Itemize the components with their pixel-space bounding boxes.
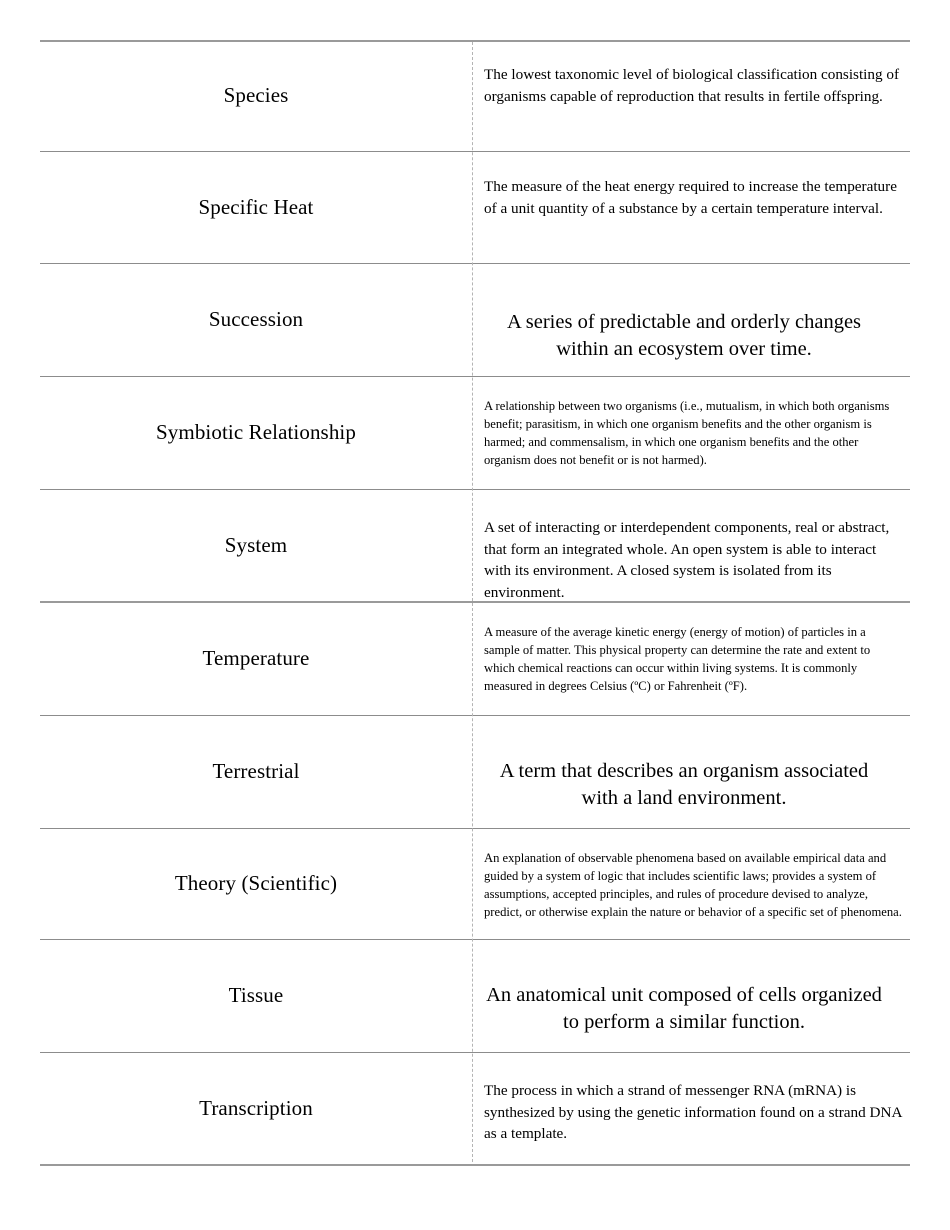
definition-text: A relationship between two organisms (i.e., mutualism, in which both organisms benefit; parasitism, in which one organism benefits and the other organism is harmed; and commensalism, in which one organism benefits and the other organism does not benefit or is not harmed). xyxy=(484,399,890,467)
definition-cell xyxy=(472,829,910,939)
definition-text: A set of interacting or interdependent components, real or abstract, that form an integrated whole. An open system is able to interact with its environment. A closed system is isolated from its environment. xyxy=(484,519,890,601)
term-label: Specific Heat xyxy=(198,194,314,219)
table-row xyxy=(40,264,910,377)
definition-text: A measure of the average kinetic energy (energy of motion) of particles in a sample of matter. This physical property can determine the rate and extent to which chemical reactions can occur within living systems. It is commonly measured in degrees Celsius (ºC) or Fahrenheit (ºF). xyxy=(484,625,871,693)
term-cell xyxy=(40,40,472,151)
table-bottom-rule xyxy=(40,1164,910,1166)
term-label: Terrestrial xyxy=(212,759,300,784)
glossary-table xyxy=(40,40,910,1165)
definition-text: The lowest taxonomic level of biological classification consisting of organisms capable of reproduction that results in fertile offspring. xyxy=(484,66,900,105)
definition-text: A term that describes an organism associated with a land environment. xyxy=(499,760,869,810)
term-cell xyxy=(40,490,472,601)
definition-text: The process in which a strand of messenger RNA (mRNA) is synthesized by using the genetic information found on a strand DNA as a template. xyxy=(484,1082,902,1143)
column-divider xyxy=(472,42,473,1162)
term-cell xyxy=(40,264,472,376)
table-row xyxy=(40,829,910,940)
term-cell xyxy=(40,716,472,828)
term-cell xyxy=(40,152,472,263)
term-label: Tissue xyxy=(228,983,284,1008)
definition-cell xyxy=(472,490,910,601)
table-row xyxy=(40,40,910,152)
term-label: System xyxy=(224,532,288,557)
term-label: Succession xyxy=(208,307,304,332)
term-cell xyxy=(40,1053,472,1165)
table-row xyxy=(40,940,910,1053)
definition-cell xyxy=(472,603,910,715)
term-cell xyxy=(40,377,472,489)
definition-cell xyxy=(472,716,910,828)
term-label: Species xyxy=(223,82,289,107)
table-row xyxy=(40,1053,910,1165)
definition-text: An anatomical unit composed of cells organized to perform a similar function. xyxy=(486,984,882,1034)
table-row xyxy=(40,377,910,490)
table-row xyxy=(40,716,910,829)
definition-cell xyxy=(472,264,910,376)
term-cell xyxy=(40,603,472,715)
definition-text: The measure of the heat energy required to increase the temperature of a unit quantity of a substance by a certain temperature interval. xyxy=(484,178,897,217)
definition-text: A series of predictable and orderly changes within an ecosystem over time. xyxy=(506,311,862,361)
definition-cell xyxy=(472,40,910,151)
definition-cell xyxy=(472,152,910,263)
term-label: Theory (Scientific) xyxy=(174,871,338,896)
term-label: Symbiotic Relationship xyxy=(156,420,356,445)
term-cell xyxy=(40,940,472,1052)
definition-cell xyxy=(472,377,910,489)
definition-text: An explanation of observable phenomena based on available empirical data and guided by a system of logic that includes scientific laws; provides a system of assumptions, accepted principles, and rules of procedure devised to analyze, predict, or otherwise explain the nature or behavior of a specific set of phenomena. xyxy=(484,851,902,919)
term-label: Temperature xyxy=(202,646,310,671)
definition-cell xyxy=(472,1053,910,1165)
table-row xyxy=(40,603,910,716)
term-label: Transcription xyxy=(199,1096,313,1121)
table-row xyxy=(40,490,910,603)
table-row xyxy=(40,152,910,264)
definition-cell xyxy=(472,940,910,1052)
term-cell xyxy=(40,829,472,939)
